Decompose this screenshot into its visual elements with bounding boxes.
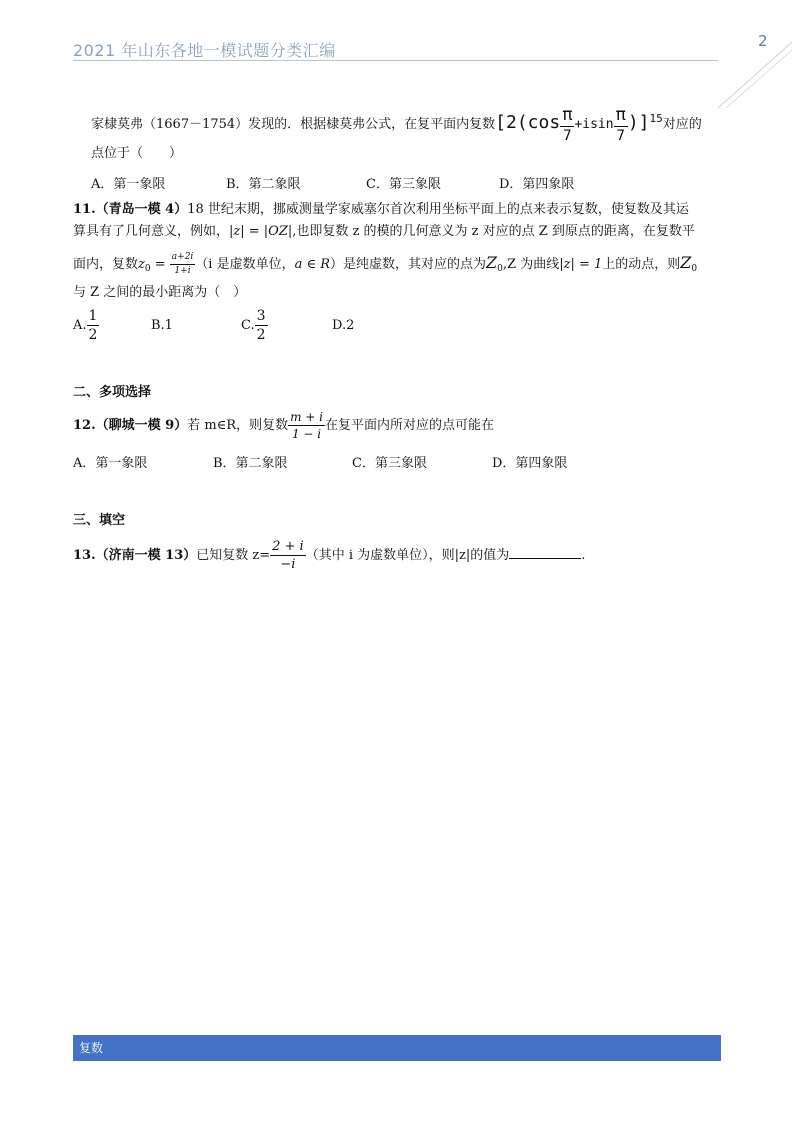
q12-option-d: D．第四象限 xyxy=(492,456,568,471)
q11-line4: 与 Z 之间的最小距离为（ ） xyxy=(73,285,247,300)
section-title-multiple-choice: 二、多项选择 xyxy=(73,385,152,400)
q11-option-b: B.1 xyxy=(151,318,173,333)
corner-decoration xyxy=(716,40,794,110)
q12-line1: 12.（聊城一模 9）若 m∈R，则复数 $\frac{m + i}{1 - i}$ 在复平面内所对应的点可能在 xyxy=(73,410,494,441)
q12-option-a: A．第一象限 xyxy=(73,456,148,471)
footer-bar xyxy=(73,1035,721,1061)
q10-pi-frac-1: $\frac{\pi}{7}$ xyxy=(562,104,573,144)
q12-fraction: $\frac{m + i}{1 - i}$ xyxy=(290,410,323,441)
q12-option-c: C．第三象限 xyxy=(352,456,427,471)
q12-option-b: B．第二象限 xyxy=(213,456,288,471)
q12-label: 12.（聊城一模 9） xyxy=(73,418,188,433)
q11-fraction: $\frac{a+2i}{1+i}$ xyxy=(171,252,194,276)
q10-line2: 点位于（ ） xyxy=(91,146,183,161)
q10-option-d: D．第四象限 xyxy=(499,177,575,192)
footer-label: 复数 xyxy=(79,1041,104,1055)
q11-line2: 算具有了几何意义，例如，|z| = |OZ|,也即复数 z 的模的几何意义为 z 对应的点 Z 到原点的距离，在复数平 xyxy=(73,224,695,239)
q13-label: 13.（济南一模 13） xyxy=(73,548,197,563)
q13-answer-blank xyxy=(509,546,581,559)
q11-option-a: A. $\frac{1}{2}$ xyxy=(73,308,98,343)
q11-line3: 面内，复数$z_0$ = $\frac{a+2i}{1+i}$ （i 是虚数单位，a ∈ R）是纯虚数，其对应的点为$Z_0,Z$ 为曲线|z| = 1上的动点，则$Z_0$ xyxy=(73,252,698,276)
page-number: 2 xyxy=(758,32,768,50)
q10-line1-text: 家棣莫弗（1667－1754）发现的．根据棣莫弗公式，在复平面内复数 xyxy=(91,117,496,132)
q11-label: 11.（青岛一模 4） xyxy=(73,202,188,217)
q10-option-c: C．第三象限 xyxy=(366,177,441,192)
header-title: 2021 年山东各地一模试题分类汇编 xyxy=(73,41,336,60)
q10-expression: [2(cos $\frac{\pi}{7}$ +isin $\frac{\pi}{7}$ )]$^{15}$ xyxy=(495,104,663,144)
q13-line1: 13.（济南一模 13）已知复数 z= $\frac{2 + i}{-i}$ （其中 i 为虚数单位），则|z|的值为 . xyxy=(73,539,586,572)
q10-line1-tail: 对应的 xyxy=(662,117,702,132)
section-title-fill-in: 三、填空 xyxy=(73,513,126,528)
q11-line1: 11.（青岛一模 4）18 世纪末期，挪威测量学家威塞尔首次利用坐标平面上的点来表示复数，使复数及其运 xyxy=(73,202,689,217)
q10-pi-frac-2: $\frac{\pi}{7}$ xyxy=(615,104,626,144)
q10-line1 xyxy=(91,104,702,143)
q10-option-a: A．第一象限 xyxy=(91,177,166,192)
q13-fraction: $\frac{2 + i}{-i}$ xyxy=(272,539,304,572)
q11-option-c: C. $\frac{3}{2}$ xyxy=(241,308,266,343)
q11-option-d: D.2 xyxy=(332,318,355,333)
header-rule xyxy=(73,60,718,61)
q10-option-b: B．第二象限 xyxy=(226,177,301,192)
